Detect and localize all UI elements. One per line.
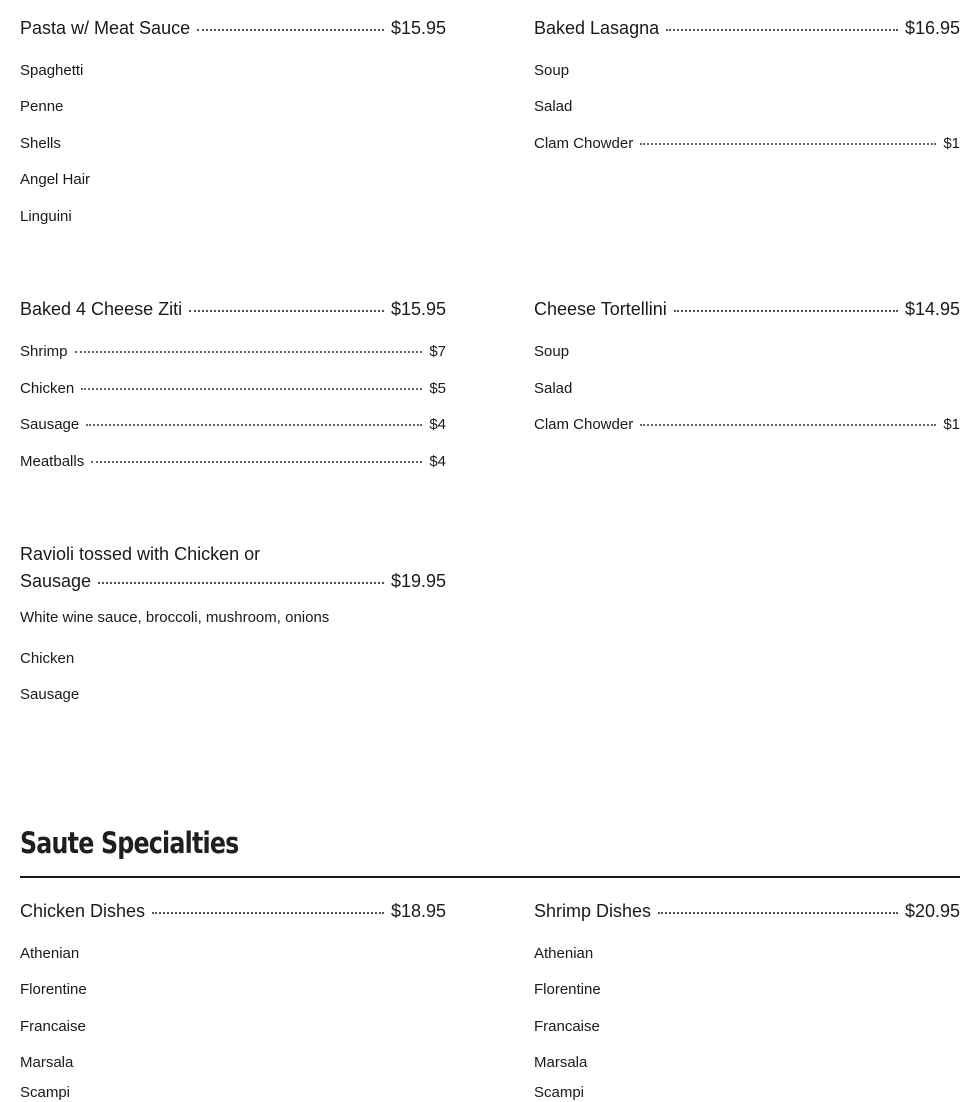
option-francaise: Francaise (20, 1018, 86, 1035)
option-angel-hair: Angel Hair (20, 171, 91, 188)
dot-leader (640, 143, 936, 145)
option-name: Shrimp (20, 343, 68, 360)
option-price: $4 (429, 453, 446, 470)
item-title-row (20, 898, 446, 925)
option-clam-chowder (534, 416, 960, 434)
option-penne: Penne (20, 98, 64, 115)
option-francaise: Francaise (534, 1018, 600, 1035)
option-price: $5 (429, 380, 446, 397)
dot-leader (81, 388, 422, 390)
option-scampi: Scampi (534, 1084, 585, 1101)
menu-item-ravioli (20, 541, 446, 703)
menu-item-pasta-meat-sauce (20, 15, 446, 225)
item-name: Shrimp Dishes (534, 901, 652, 921)
item-name-line1: Ravioli tossed with Chicken or (20, 544, 261, 564)
dot-leader (658, 912, 898, 914)
option-spaghetti: Spaghetti (20, 62, 84, 79)
option-athenian: Athenian (20, 945, 80, 962)
item-price: $16.95 (904, 18, 960, 38)
option-salad: Salad (534, 98, 573, 115)
item-name: Pasta w/ Meat Sauce (20, 18, 191, 38)
item-title-row (534, 898, 960, 925)
option-price: $7 (429, 343, 446, 360)
option-marsala: Marsala (20, 1054, 74, 1071)
menu-item-baked-lasagna (534, 15, 960, 152)
option-soup: Soup (534, 343, 570, 360)
option-linguini: Linguini (20, 208, 72, 225)
option-sausage (20, 416, 446, 434)
option-name: Clam Chowder (534, 416, 634, 433)
dot-leader (98, 582, 384, 584)
dot-leader (152, 912, 384, 914)
menu-item-baked-ziti (20, 296, 446, 470)
option-florentine: Florentine (534, 981, 601, 998)
item-title-row (20, 296, 446, 323)
item-price: $19.95 (390, 571, 446, 591)
option-florentine: Florentine (20, 981, 87, 998)
option-price: $1 (943, 135, 960, 152)
item-price: $20.95 (904, 901, 960, 921)
option-athenian: Athenian (534, 945, 594, 962)
item-title-line1 (20, 541, 446, 568)
item-title-row (20, 15, 446, 42)
item-price: $15.95 (390, 299, 446, 319)
item-name: Baked Lasagna (534, 18, 660, 38)
option-shells: Shells (20, 135, 61, 152)
item-price: $18.95 (390, 901, 446, 921)
menu-item-cheese-tortellini (534, 296, 960, 433)
item-name-line2: Sausage (20, 571, 92, 591)
option-marsala: Marsala (534, 1054, 588, 1071)
option-chicken (20, 380, 446, 398)
item-price: $14.95 (904, 299, 960, 319)
option-clam-chowder (534, 135, 960, 153)
option-name: Chicken (20, 380, 75, 397)
dot-leader (640, 424, 936, 426)
option-name: Clam Chowder (534, 135, 634, 152)
dot-leader (91, 461, 422, 463)
item-name: Baked 4 Cheese Ziti (20, 299, 183, 319)
item-title-row (534, 296, 960, 323)
dot-leader (674, 310, 898, 312)
option-salad: Salad (534, 380, 573, 397)
option-price: $4 (429, 416, 446, 433)
item-description: White wine sauce, broccoli, mushroom, onions (20, 609, 330, 626)
option-name: Meatballs (20, 453, 85, 470)
option-scampi: Scampi (20, 1084, 71, 1101)
option-soup: Soup (534, 62, 570, 79)
dot-leader (75, 351, 423, 353)
item-name: Cheese Tortellini (534, 299, 667, 319)
item-title-row (534, 15, 960, 42)
option-meatballs (20, 453, 446, 471)
option-price: $1 (943, 416, 960, 433)
item-title-row (20, 568, 446, 595)
section-title: Saute Specialties (20, 826, 239, 860)
dot-leader (197, 29, 384, 31)
option-shrimp (20, 343, 446, 361)
option-name: Sausage (20, 416, 80, 433)
item-price: $15.95 (390, 18, 446, 38)
option-chicken: Chicken (20, 650, 75, 667)
menu-item-chicken-dishes (20, 898, 446, 1101)
option-sausage: Sausage (20, 686, 80, 703)
item-name: Chicken Dishes (20, 901, 146, 921)
dot-leader (666, 29, 898, 31)
menu-item-shrimp-dishes (534, 898, 960, 1101)
dot-leader (189, 310, 384, 312)
section-divider (20, 876, 960, 878)
dot-leader (86, 424, 422, 426)
